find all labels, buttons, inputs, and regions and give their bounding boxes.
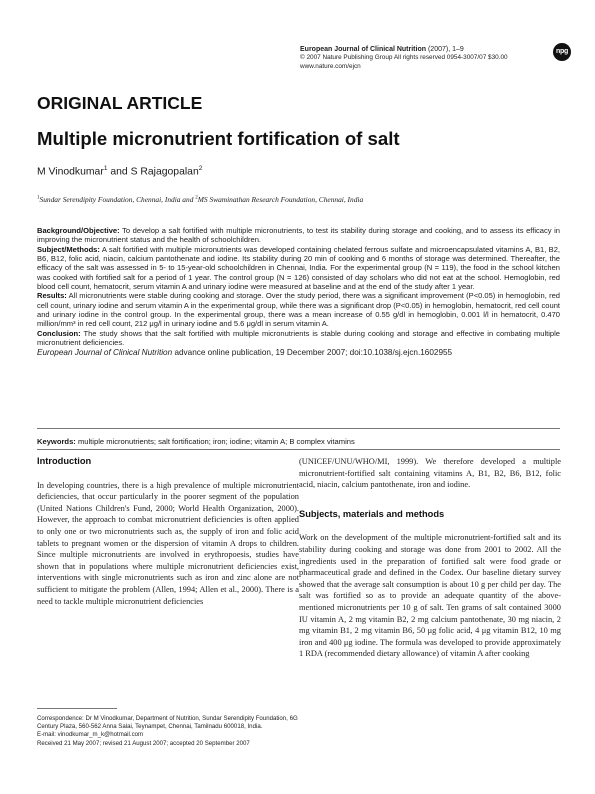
author-separator: and <box>107 166 131 178</box>
affiliation-2: MS Swaminathan Research Foundation, Chennai, India <box>197 195 364 204</box>
divider-top <box>37 428 560 429</box>
methods-text: A salt fortified with multiple micronutrients was developed containing chelated ferrous sulfate and microencapsulated vitamins A, B1, B2, B6, B12, folic acid, niacin, calcium pantothenate and iodine. Its stability during 20 min of cooking and 6 months of storage was determined. Thereafter, the efficacy of the salt was assessed in 5- to 15-year-old schoolchildren in Chennai, India. For the experimental group (N = 119), the food in the school kitchen was cooked with fortified salt for a period of 1 year. The control group (N = 126) consisted of day scholars who did not eat at the school. Hemoglobin, red blood cell count, hematocrit, serum vitamin A and urinary iodine were measured at baseline and at the end of the study after 1 year. <box>37 244 560 292</box>
background-text: To develop a salt fortified with multiple micronutrients, to test its stability during storage and cooking, and to assess its efficacy in improving the micronutrient status and the health of schoolchildren. <box>37 226 560 245</box>
abstract-methods <box>37 245 560 292</box>
npg-logo-icon: npg <box>553 43 571 61</box>
journal-header <box>300 46 565 71</box>
methods-body: Work on the development of the multiple micronutrient-fortified salt and its stability during cooking and storage was done from 2001 to 2002. All the ingredients used in the preparation of fortified salt were food grade or pharmaceutical grade and defined in the Codex. Our baseline dietary survey showed that the average salt consumption is about 10 g per child per day. The salt was fortified so as to provide an adequate quantity of the above-mentioned micronutrients per 10 g of salt. Ten grams of salt contained 3000 IU vitamin A, 2 mg vitamin B2, 2 mg calcium pantothenate, 30 mg niacin, 2 mg vitamin B1, 2 mg vitamin B6, 50 μg folic acid, 4 μg vitamin B12, 10 mg iron and 400 μg iodine. The formula was developed to provide approximately 1 RDA (recommended dietary allowance) of vitamin A after cooking <box>299 533 561 659</box>
right-column <box>299 456 561 660</box>
affiliation-1: Sundar Serendipity Foundation, Chennai, India and <box>39 195 196 204</box>
results-text: All micronutrients were stable during cooking and storage. Over the study period, there was a significant improvement (P<0.05) in hemoglobin, red cell count, urinary iodine and serum vitamin A in the experimental group, while there was a significant drop (P<0.05) in hemoglobin, hematocrit, red cell count and urinary iodine in the control group. In the experimental group, there was a mean increase of 0.55 g/dl in hemoglobin, 0.001 l/l in hematocrit, 0.470 million/mm³ in red cell count, 212 μg/l in urinary iodine and 5.6 μg/dl in serum vitamin A. <box>37 291 560 329</box>
divider-bottom <box>37 449 560 450</box>
background-label: Background/Objective: <box>37 226 120 235</box>
correspondence: Correspondence: Dr M Vinodkumar, Department of Nutrition, Sundar Serendipity Foundation, 6G Century Plaza, 560-562 Anna Salai, Teynampet, Chennai, Tamilnadu 600018, India. <box>37 715 298 731</box>
left-column <box>37 456 299 607</box>
affiliations <box>37 195 363 204</box>
results-label: Results: <box>37 291 67 301</box>
author-2: S Rajagopalan <box>130 166 199 178</box>
author-2-affil: 2 <box>198 165 203 172</box>
authors <box>37 165 202 177</box>
abstract <box>37 226 560 358</box>
author-1: M Vinodkumar <box>37 166 104 178</box>
keywords <box>37 437 355 446</box>
citation <box>37 347 560 358</box>
article-type: ORIGINAL ARTICLE <box>37 93 203 113</box>
correspondence-email[interactable]: E-mail: vinodkumar_m_k@hotmail.com <box>37 731 144 739</box>
affil-1-marker: 1 <box>37 195 40 201</box>
introduction-continued: (UNICEF/UNU/WHO/MI, 1999). We therefore developed a multiple micronutrient-fortified salt containing vitamins A, B1, B2, B6, B12, folic acid, niacin, calcium pantothenate, iron and iodine. <box>299 457 561 490</box>
abstract-results <box>37 291 560 328</box>
introduction-body: In developing countries, there is a high prevalence of multiple micronutrient deficiencies, that occur particularly in the poorer segment of the population (United Nations Children's Fund, 2000; World Health Organization, 2000). However, the approach to combat micronutrient deficiencies is often applied to only one or two micronutrients such as, the supply of iron and folic acid tablets to pregnant women or the dispersion of vitamin A drops to children. Since multiple micronutrients are involved in erythropoesis, studies have shown that in populations where multiple micronutrient deficiencies exist, interventions with single micronutrients such as iron and zinc alone are not sufficient to mitigate the problem (Allen, 1994; Allen et al., 2000). There is a need to tackle multiple micronutrient deficiencies <box>37 480 299 606</box>
copyright-line: © 2007 Nature Publishing Group All rights reserved 0954-3007/07 $30.00 <box>300 54 508 62</box>
received-dates: Received 21 May 2007; revised 21 August 2007; accepted 20 September 2007 <box>37 739 250 747</box>
abstract-conclusion <box>37 329 560 348</box>
introduction-heading: Introduction <box>37 456 92 466</box>
affil-2-marker: 2 <box>195 195 198 201</box>
conclusion-label: Conclusion: <box>37 328 81 338</box>
citation-journal: European Journal of Clinical Nutrition <box>37 348 173 358</box>
journal-name: European Journal of Clinical Nutrition <box>300 46 427 53</box>
journal-year-pages: (2007), 1–9 <box>427 46 464 53</box>
conclusion-text: The study shows that the salt fortified with multiple micronutrients is stable during cooking and storage and effective in combating multiple micronutrient deficiencies. <box>37 328 560 348</box>
footnote-divider <box>37 708 117 709</box>
methods-label: Subject/Methods: <box>37 244 100 254</box>
keywords-label: Keywords: <box>37 437 76 446</box>
methods-heading: Subjects, materials and methods <box>299 508 445 519</box>
keywords-text: multiple micronutrients; salt fortification; iron; iodine; vitamin A; B complex vitamins <box>75 437 355 446</box>
article-title: Multiple micronutrient fortification of salt <box>37 128 400 149</box>
abstract-background <box>37 226 560 245</box>
footnote <box>37 715 299 748</box>
journal-url[interactable]: www.nature.com/ejcn <box>300 62 361 70</box>
author-1-affil: 1 <box>103 165 108 172</box>
citation-details[interactable]: advance online publication, 19 December 2007; doi:10.1038/sj.ejcn.1602955 <box>172 348 453 358</box>
